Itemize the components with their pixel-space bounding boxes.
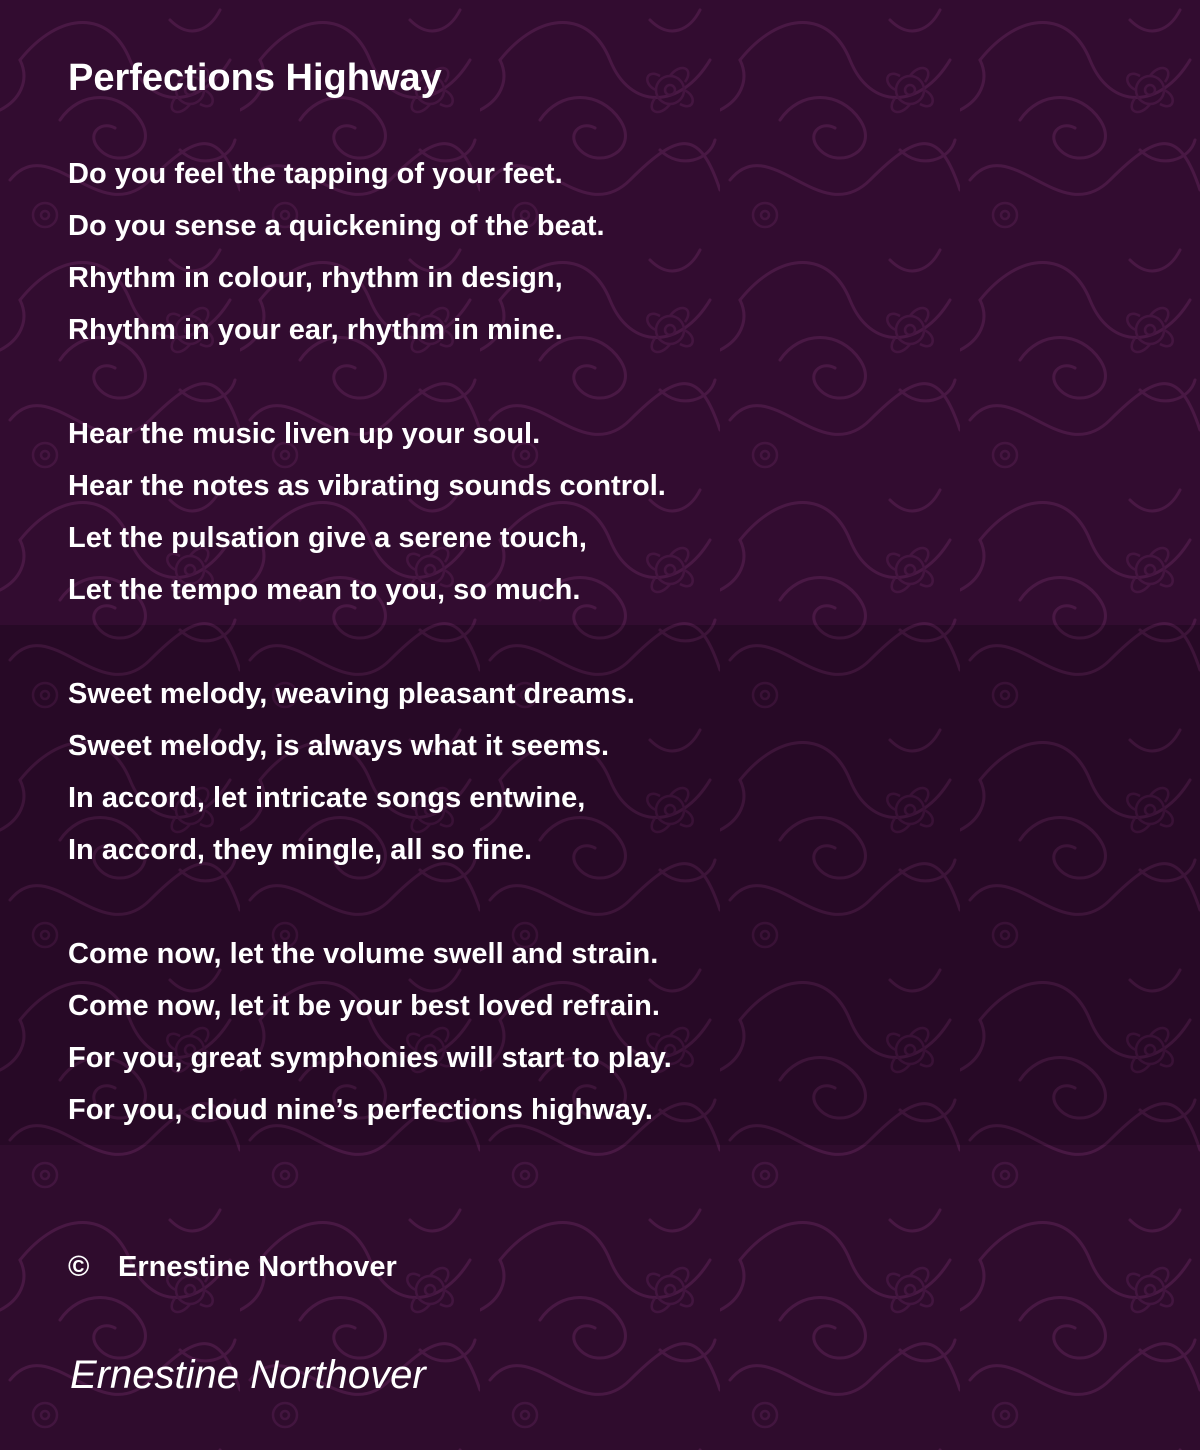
poem-line: Hear the notes as vibrating sounds control.: [68, 470, 666, 502]
poem-line: Come now, let it be your best loved refrain.: [68, 990, 660, 1022]
poem-line: Do you feel the tapping of your feet.: [68, 158, 563, 190]
poem-title: Perfections Highway: [68, 57, 442, 99]
stanza: [68, 408, 672, 616]
stanza: [68, 148, 672, 356]
poem-line: Let the tempo mean to you, so much.: [68, 574, 581, 606]
poem-line: Rhythm in colour, rhythm in design,: [68, 262, 563, 294]
stanza: [68, 928, 672, 1136]
poem-line: For you, great symphonies will start to play.: [68, 1042, 672, 1074]
author-signature: Ernestine Northover: [70, 1353, 426, 1397]
copyright-line: [68, 1246, 397, 1288]
poem-line: Let the pulsation give a serene touch,: [68, 522, 587, 554]
poem-line: In accord, let intricate songs entwine,: [68, 782, 586, 814]
poem-line: Come now, let the volume swell and strain.: [68, 938, 659, 970]
poem-line: Sweet melody, weaving pleasant dreams.: [68, 678, 635, 710]
copyright-author: Ernestine Northover: [118, 1251, 397, 1283]
poem-line: Rhythm in your ear, rhythm in mine.: [68, 314, 563, 346]
poem-line: In accord, they mingle, all so fine.: [68, 834, 533, 866]
poem-line: For you, cloud nine’s perfections highway.: [68, 1094, 653, 1126]
poem-line: Do you sense a quickening of the beat.: [68, 210, 605, 242]
poem-line: Hear the music liven up your soul.: [68, 418, 541, 450]
poem-body: [68, 148, 672, 1188]
stanza: [68, 668, 672, 876]
copyright-symbol: ©: [68, 1251, 90, 1283]
background-band-bottom: [0, 1145, 1200, 1450]
poem-line: Sweet melody, is always what it seems.: [68, 730, 610, 762]
